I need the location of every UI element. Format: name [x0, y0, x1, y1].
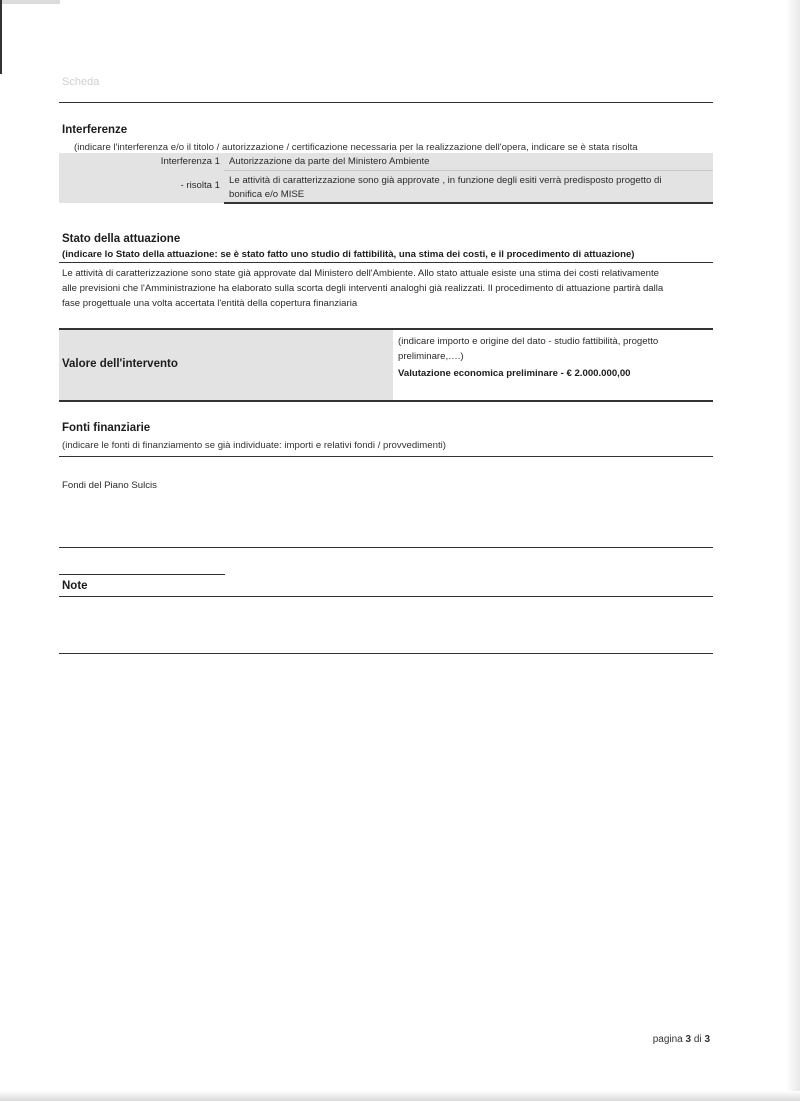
note-title: Note — [62, 580, 88, 592]
valore-label: Valore dell'intervento — [62, 358, 178, 370]
interferenze-hint: (indicare l'interferenza e/o il titolo / autorizzazione / certificazione necessaria per la realizzazione dell'opera, indicare se è stata risolta — [74, 142, 638, 153]
header-label: Scheda — [62, 76, 100, 88]
header-divider — [59, 102, 713, 103]
note-short-divider — [59, 574, 225, 575]
interferenza-value: Autorizzazione da parte del Ministero Ambiente — [229, 156, 430, 167]
interferenze-row-divider — [224, 170, 713, 171]
scan-edge-right — [786, 0, 800, 1101]
scan-edge-left — [0, 0, 2, 74]
fonti-bottom-divider — [59, 547, 713, 548]
stato-line1: Le attività di caratterizzazione sono state già approvate dal Ministero dell'Ambiente. Allo stato attuale esiste una stima dei costi relativamente — [62, 268, 659, 279]
interferenza-label: Interferenza 1 — [160, 156, 220, 167]
note-divider — [59, 596, 713, 597]
page-sep: di — [693, 1034, 702, 1045]
risolta-value-line2: bonifica e/o MISE — [229, 189, 305, 200]
page-number — [620, 1034, 710, 1045]
fonti-divider — [59, 456, 713, 457]
fonti-title: Fonti finanziarie — [62, 422, 151, 434]
valore-bottom-divider — [59, 400, 713, 402]
stato-hint: (indicare lo Stato della attuazione: se è stato fatto uno studio di fattibilità, una stima dei costi, e il procedimento di attuazione) — [62, 249, 635, 260]
fonti-value: Fondi del Piano Sulcis — [62, 480, 157, 491]
scan-edge-top — [0, 0, 60, 4]
page-prefix: pagina — [652, 1034, 683, 1045]
valore-hint-line1: (indicare importo e origine del dato - studio fattibilità, progetto — [398, 336, 659, 347]
stato-title: Stato della attuazione — [62, 233, 181, 245]
scan-edge-bottom — [0, 1091, 800, 1101]
interferenze-title: Interferenze — [62, 124, 128, 136]
risolta-label: - risolta 1 — [180, 180, 220, 191]
valore-value: Valutazione economica preliminare - € 2.000.000,00 — [398, 368, 631, 379]
stato-line3: fase progettuale una volta accertata l'entità della copertura finanziaria — [62, 298, 358, 309]
fonti-hint: (indicare le fonti di finanziamento se già individuate: importi e relativi fondi / provvedimenti) — [62, 440, 446, 451]
note-bottom-divider — [59, 653, 713, 654]
page-current: 3 — [685, 1034, 692, 1045]
risolta-value-line1: Le attività di caratterizzazione sono già approvate , in funzione degli esiti verrà predisposto progetto di — [229, 175, 662, 186]
page-total: 3 — [704, 1034, 710, 1045]
valore-hint-line2: preliminare,….) — [398, 351, 464, 362]
stato-divider — [59, 262, 713, 263]
stato-line2: alle previsioni che l'Amministrazione ha elaborato sulla scorta degli interventi analoghi già realizzati. Il procedimento di attuazione partirà dalla — [62, 283, 664, 294]
interferenze-bottom-divider — [224, 202, 713, 204]
